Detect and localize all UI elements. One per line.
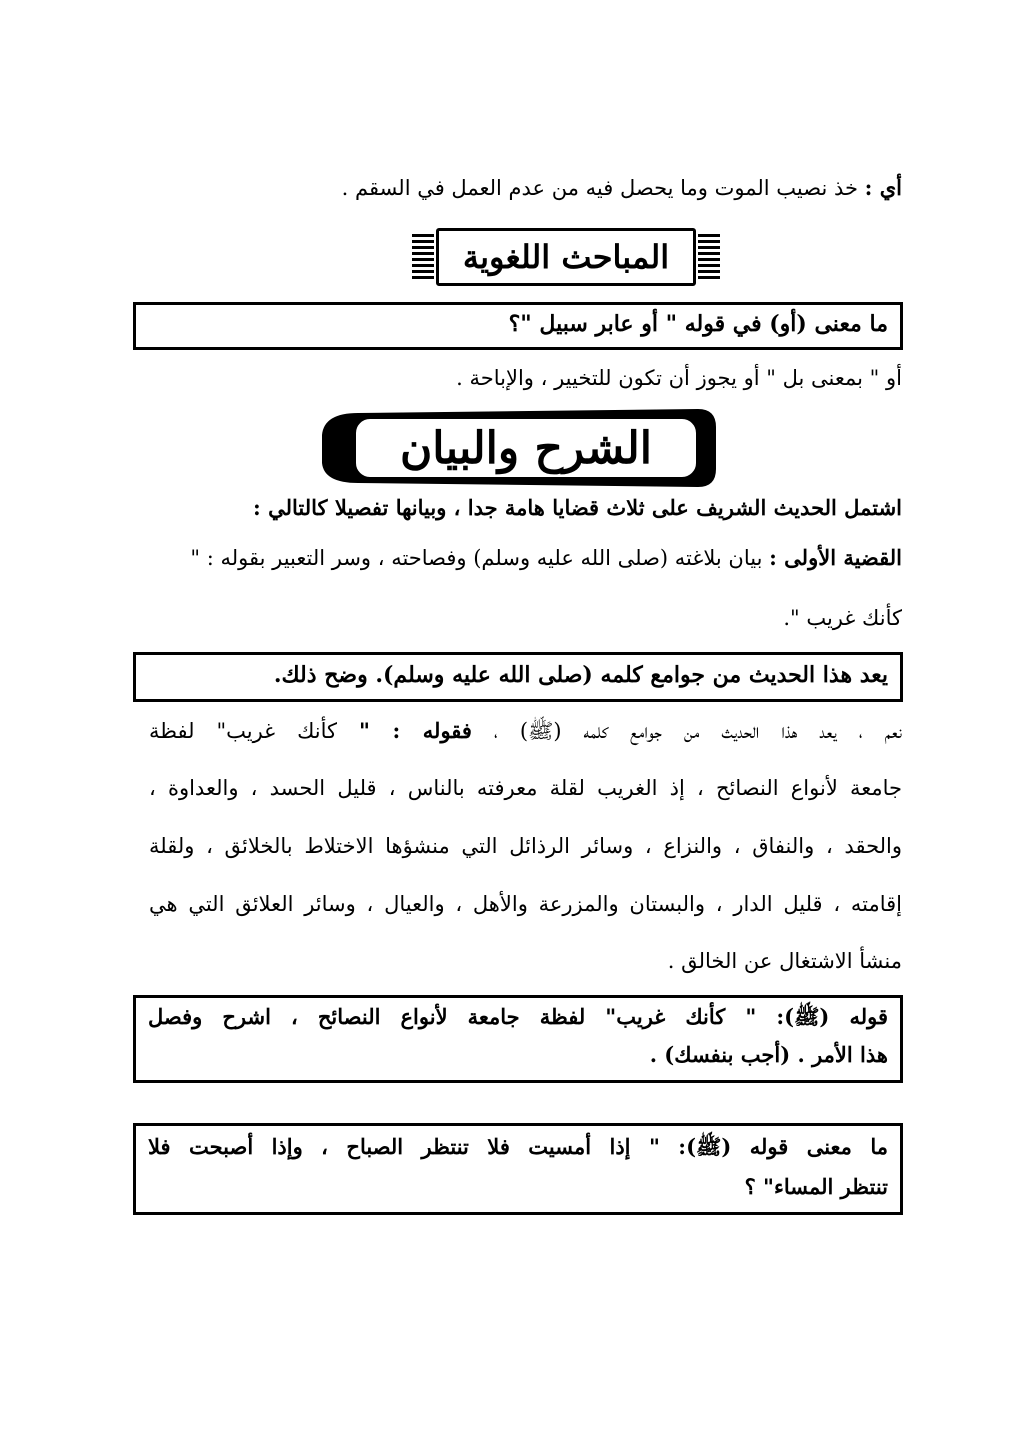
main-paragraph-line-5: منشأ الاشتغال عن الخالق . xyxy=(667,949,902,973)
main-paragraph-line-3: والحقد ، والنفاق ، والنزاع ، وسائر الرذائل التي منشؤها الاختلاط بالخلائق ، ولقلة xyxy=(149,834,902,858)
question-box-1-text: ما معنى (أو) في قوله " أو عابر سبيل "؟ xyxy=(508,311,888,337)
main-paragraph-line-2: جامعة لأنواع النصائح ، إذ الغريب لقلة معرفته بالناس ، قليل الحسد ، والعداوة ، xyxy=(149,776,902,800)
intro-label: أي : xyxy=(864,175,902,200)
issue-1-continuation: كأنك غريب ". xyxy=(783,606,902,630)
heading-stripes-left xyxy=(412,234,434,280)
main-paragraph-line-4: إقامته ، قليل الدار ، والبستان والمزرعة والأهل ، والعيال ، وسائر العلائق التي هي xyxy=(149,892,902,916)
question-box-1 xyxy=(133,302,903,350)
question-box-3 xyxy=(133,995,903,1083)
question-box-2 xyxy=(133,652,903,702)
intro-text: خذ نصيب الموت وما يحصل فيه من عدم العمل في السقم . xyxy=(341,176,865,200)
main-line-1c: كأنك غريب" لفظة xyxy=(149,719,359,743)
question-box-4-line-2: تنتظر المساء" ؟ xyxy=(744,1174,888,1199)
question-box-4 xyxy=(133,1123,903,1215)
main-paragraph-line-1 xyxy=(149,716,902,746)
issue-1-label: القضية الأولى : xyxy=(769,545,902,570)
linguistic-heading-text: المباحث اللغوية xyxy=(462,238,670,276)
heading-stripes-right xyxy=(698,234,720,280)
question-box-3-line-2: هذا الأمر . (أجب بنفسك) . xyxy=(649,1042,888,1067)
intro-line xyxy=(342,173,902,203)
question-box-3-line-1: قوله (ﷺ): " كأنك غريب" لفظة جامعة لأنواع النصائح ، اشرح وفصل xyxy=(148,1004,888,1029)
explanation-heading-box xyxy=(354,417,698,479)
question-box-4-line-1: ما معنى قوله (ﷺ): " إذا أمسيت فلا تنتظر الصباح ، وإذا أصبحت فلا xyxy=(148,1134,888,1159)
issue-1-line xyxy=(190,543,902,573)
main-line-1a: نعم ، يعد هذا الحديث من جوامع كلمه (ﷺ) ، xyxy=(471,719,902,743)
intro-paragraph: اشتمل الحديث الشريف على ثلاث قضايا هامة جدا ، وبيانها تفصيلا كالتالي : xyxy=(253,495,902,520)
linguistic-heading xyxy=(412,228,720,286)
answer-1: أو " بمعنى بل " أو يجوز أن تكون للتخيير ، والإباحة . xyxy=(456,366,902,390)
explanation-heading-text: الشرح والبيان xyxy=(399,422,653,474)
main-line-1b: فقوله : " xyxy=(358,718,472,743)
issue-1-text: بيان بلاغته (صلى الله عليه وسلم) وفصاحته ، وسر التعبير بقوله : " xyxy=(190,546,770,570)
explanation-heading xyxy=(318,405,720,491)
linguistic-heading-box xyxy=(436,228,696,286)
question-box-2-text: يعد هذا الحديث من جوامع كلمه (صلى الله عليه وسلم). وضح ذلك. xyxy=(273,662,888,688)
